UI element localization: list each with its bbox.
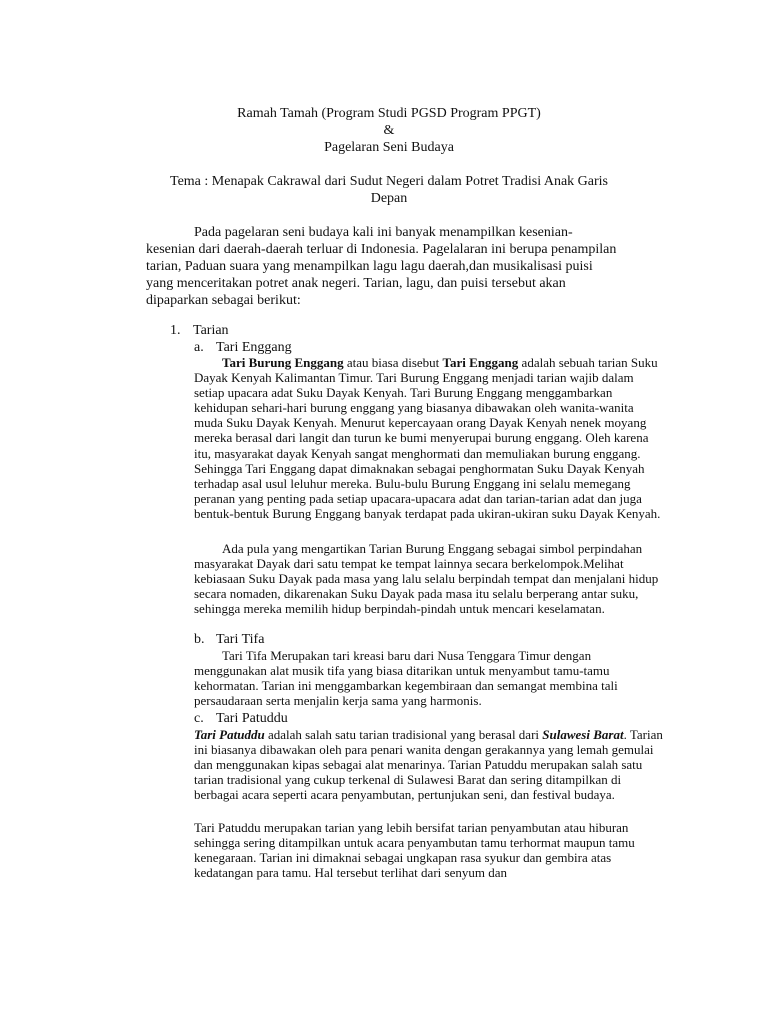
- patuddu-text-2: . Tarian ini biasanya dibawakan oleh para penari wanita dengan gerakannya yang lemah gemulai dan menggunakan kipas sebagai alat menarinya. Tarian Patuddu merupakan salah satu tarian tradisional yang cukup terkenal di Sulawesi Barat dan sering ditampilkan di berbagai acara seperti acara penyambutan, pertunjukan seni, dan festival budaya.: [194, 727, 663, 803]
- theme-line-1: Tema : Menapak Cakrawal dari Sudut Negeri dalam Potret Tradisi Anak Garis: [170, 174, 608, 189]
- enggang-paragraph-1: [194, 355, 664, 521]
- intro-paragraph: [146, 224, 618, 309]
- title-ampersand: &: [383, 123, 395, 138]
- document-title: Ramah Tamah (Program Studi PGSD Program PPGT): [237, 106, 541, 121]
- enggang-text-1: atau biasa disebut: [343, 355, 443, 370]
- subheading-tari-enggang: [194, 339, 292, 356]
- patuddu-bold-italic-term-2: Sulawesi Barat: [542, 727, 624, 742]
- enggang-bold-term-2: Tari Enggang: [442, 355, 519, 370]
- tifa-paragraph: [194, 648, 664, 708]
- patuddu-paragraph-1: [194, 727, 664, 802]
- enggang-para2-text: Ada pula yang mengartikan Tarian Burung Enggang sebagai simbol perpindahan masyarakat Dayak dari satu tempat ke tempat lainnya secara berkelompok.Melihat kebiasaan Suku Dayak pada masa yang lalu selalu berpindah tempat dan menjalani hidup secara nomaden, dikarenakan Suku Dayak pada masa itu selalu berperang antar suku, sehingga mereka memilih hidup berpindah-pindah untuk mencari keselamatan.: [194, 541, 659, 617]
- document-subtitle: Pagelaran Seni Budaya: [324, 140, 454, 155]
- section-heading-tarian: [170, 322, 229, 339]
- section-number: 1.: [170, 323, 181, 338]
- intro-text: Pada pagelaran seni budaya kali ini banyak menampilkan kesenian-kesenian dari daerah-daerah terluar di Indonesia. Pagelalaran ini berupa penampilan tarian, Paduan suara yang menampilkan lagu lagu daerah,dan musikalisasi puisi yang menceritakan potret anak negeri. Tarian, lagu, dan puisi tersebut akan dipaparkan sebagai berikut:: [146, 225, 617, 308]
- patuddu-paragraph-2: Tari Patuddu merupakan tarian yang lebih bersifat tarian penyambutan atau hiburan sehingga sering ditampilkan untuk acara penyambutan tamu terhormat maupun tamu kenegaraan. Tarian ini dimaknai sebagai ungkapan rasa syukur dan gembira atas kedatangan para tamu. Hal tersebut terlihat dari senyum dan: [194, 820, 635, 881]
- theme-line-2: Depan: [370, 191, 408, 206]
- subheading-letter: a.: [194, 340, 204, 355]
- subheading-letter: b.: [194, 632, 205, 647]
- enggang-text-2: adalah sebuah tarian Suku Dayak Kenyah Kalimantan Timur. Tari Burung Enggang menjadi tarian wajib dalam setiap upacara adat Suku Dayak Kenyah. Tari Burung Enggang menggambarkan kehidupan sehari-hari burung enggang yang biasanya dibawakan oleh wanita-wanita muda Suku Dayak Kenyah. Menurut kepercayaan orang Dayak Kenyah nenek moyang mereka berasal dari langit dan turun ke bumi menyerupai burung enggang. Oleh karena itu, masyarakat dayak Kenyah sangat menghormati dan memuliakan burung enggang. Sehingga Tari Enggang dapat dimaknakan sebagai penghormatan Suku Dayak Kenyah terhadap asal usul leluhur mereka. Bulu-bulu Burung Enggang ini selalu memegang peranan yang penting pada setiap upacara-upacara adat dan tarian-tarian adat dan juga bentuk-bentuk Burung Enggang banyak terdapat pada ukiran-ukiran suku Dayak Kenyah.: [194, 355, 661, 521]
- patuddu-text-1: adalah salah satu tarian tradisional yang berasal dari: [264, 727, 543, 742]
- subheading-title: Tari Tifa: [216, 632, 265, 647]
- subheading-title: Tari Enggang: [216, 340, 292, 355]
- subheading-title: Tari Patuddu: [216, 711, 288, 726]
- subheading-tari-tifa: [194, 631, 264, 648]
- patuddu-bold-italic-term-1: Tari Patuddu: [194, 727, 265, 742]
- tifa-text: Tari Tifa Merupakan tari kreasi baru dari Nusa Tenggara Timur dengan menggunakan alat musik tifa yang biasa ditarikan untuk menyambut tamu-tamu kehormatan. Tarian ini menggambarkan kegembiraan dan semangat membina tali persaudaraan serta menjalin kerja sama yang harmonis.: [194, 648, 618, 709]
- subheading-letter: c.: [194, 711, 204, 726]
- enggang-bold-term-1: Tari Burung Enggang: [222, 355, 344, 370]
- enggang-paragraph-2: [194, 541, 664, 616]
- section-title: Tarian: [193, 323, 229, 338]
- subheading-tari-patuddu: [194, 710, 288, 727]
